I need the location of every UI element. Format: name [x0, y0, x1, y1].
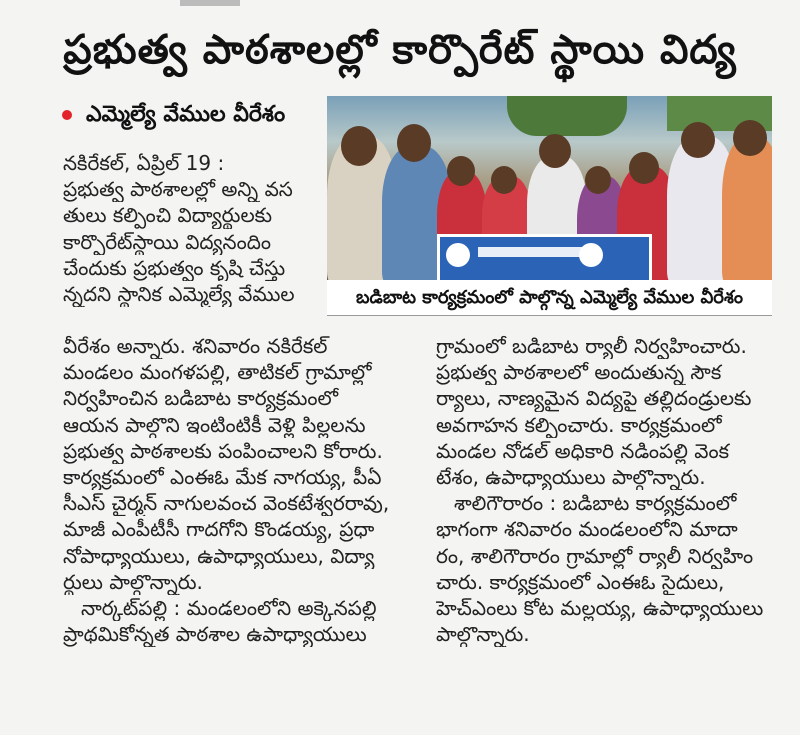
- article-line: పాల్గొన్నారు.: [436, 622, 530, 647]
- article-line: ప్రభుత్వ పాఠశాలలో అందుతున్న సౌక: [436, 360, 722, 385]
- article-line: చారు. కార్యక్రమంలో ఎంఈఓ సైదులు,: [436, 569, 725, 594]
- article-line: కార్యక్రమంలో ఎంఈఓ మేక నాగయ్య, పీఏ: [63, 464, 382, 489]
- byline: [62, 102, 285, 132]
- article-line: నోపాధ్యాయులు, ఉపాధ్యాయులు, విద్యా: [63, 543, 375, 568]
- article-line: అవగాహన కల్పించారు. కార్యక్రమంలో: [436, 412, 722, 437]
- headline: ప్రభుత్వ పాఠశాలల్లో కార్పొరేట్ స్థాయి విద్య: [63, 27, 737, 73]
- photo-caption: బడిబాట కార్యక్రమంలో పాల్గొన్న ఎమ్మెల్యే వేముల వీరేశం: [327, 280, 772, 316]
- article-line: శాలిగౌరారం : బడిబాట కార్యక్రమంలో: [454, 491, 737, 516]
- article-line: గ్రామంలో బడిబాట ర్యాలీ నిర్వహించారు.: [436, 334, 747, 358]
- left-column-bottom: [63, 333, 408, 647]
- article-line: ప్రాథమికోన్నత పాఠశాల ఉపాధ్యాయులు: [63, 622, 367, 647]
- article-line: న్నదని స్థానిక ఎమ్మెల్యే వేముల: [63, 281, 295, 306]
- article-line: టేశం, ఉపాధ్యాయులు పాల్గొన్నారు.: [436, 464, 706, 489]
- article-line: నార్కట్‌పల్లి : మండలంలోని అక్కెనపల్లి: [81, 595, 377, 620]
- right-column: [436, 333, 776, 647]
- article-line: నకిరేకల్, ఏప్రిల్ 19 :: [63, 151, 225, 175]
- article-line: ర్యాలు, నాణ్యమైన విద్యపై తల్లిదండ్రులకు: [436, 386, 752, 411]
- photo-frame: [327, 96, 772, 316]
- byline-text: ఎమ్మెల్యే వేముల వీరేశం: [86, 102, 286, 127]
- red-bullet-icon: [62, 110, 72, 120]
- article-line: భాగంగా శనివారం మండలంలోని మాదా: [436, 517, 738, 542]
- article-line: సీఎస్ చైర్మన్ నాగులవంచ వెంకటేశ్వరరావు,: [63, 491, 390, 516]
- article-line: ఆయన పాల్గొని ఇంటింటికీ వెళ్లి పిల్లలను: [63, 412, 366, 437]
- article-line: ప్రభుత్వ పాఠశాలల్లో అన్ని వస: [63, 177, 293, 202]
- top-edge-strip: [180, 0, 240, 6]
- article-line: చేందుకు ప్రభుత్వం కృషి చేస్తు: [63, 255, 286, 280]
- article-line: తులు కల్పించి విద్యార్థులకు: [63, 203, 272, 228]
- article-line: నిర్వహించిన బడిబాట కార్యక్రమంలో: [63, 386, 339, 411]
- article-line: వీరేశం అన్నారు. శనివారం నకిరేకల్: [63, 334, 328, 358]
- article-line: ప్రభుత్వ పాఠశాలకు పంపించాలని కోరారు.: [63, 438, 383, 463]
- article-line: హెచ్‌ఎంలు కోట మల్లయ్య, ఉపాధ్యాయులు: [436, 595, 764, 620]
- article-line: మండలం మంగళపల్లి, తాటికల్ గ్రామాల్లో: [63, 360, 372, 385]
- article-line: కార్పొరేట్‌స్థాయి విద్యనందిం: [63, 229, 271, 254]
- left-column-top: [63, 150, 328, 307]
- article-line: మండల నోడల్ అధికారి నడింపల్లి వెంక: [436, 438, 730, 463]
- article-line: మాజీ ఎంపీటీసీ గాదగోని కొండయ్య, ప్రధా: [63, 517, 375, 542]
- article-line: రం, శాలిగౌరారం గ్రామాల్లో ర్యాలీ నిర్వహిం: [436, 543, 754, 568]
- article-line: ర్థులు పాల్గొన్నారు.: [63, 569, 203, 594]
